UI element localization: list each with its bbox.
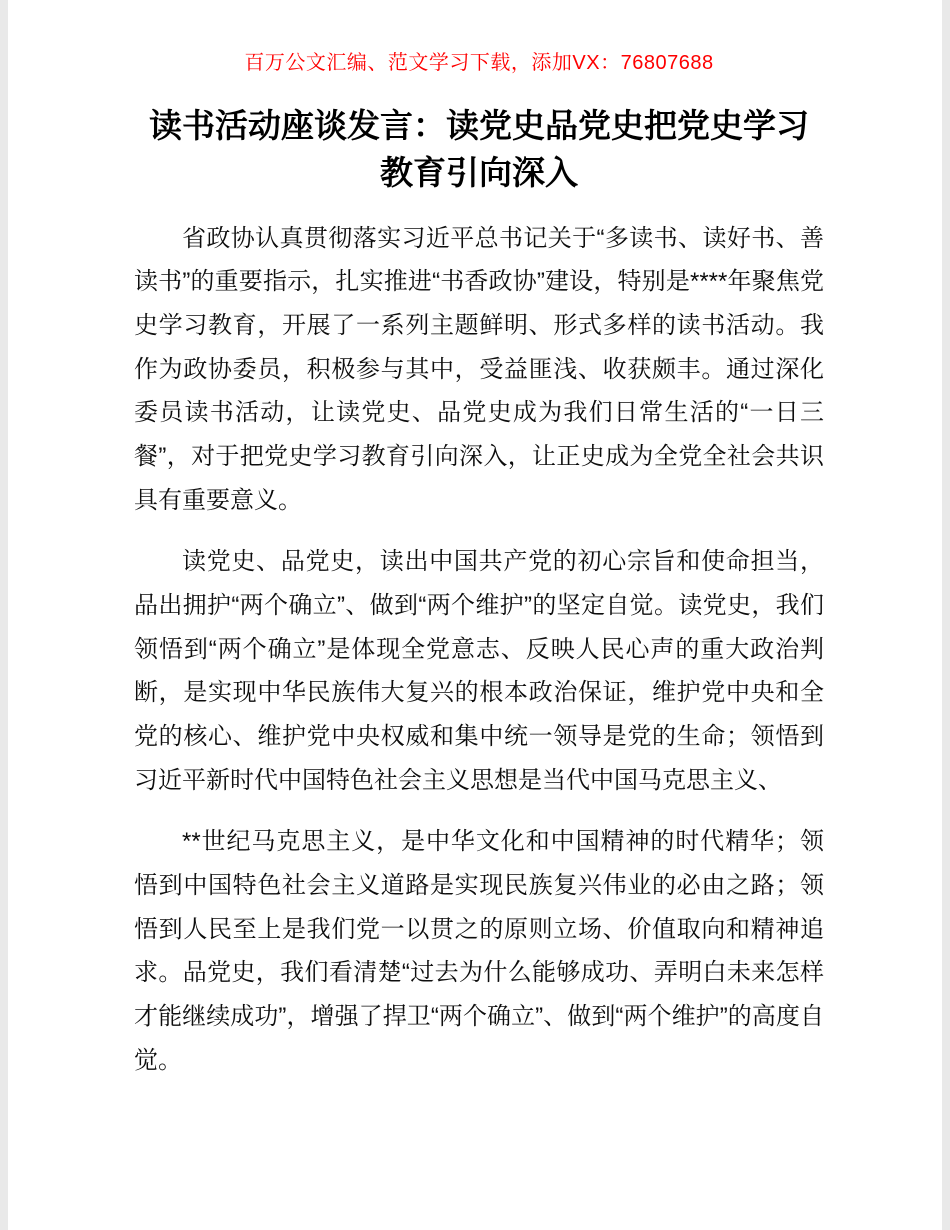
paragraph-2: 读党史、品党史，读出中国共产党的初心宗旨和使命担当，品出拥护“两个确立”、做到“两个维护”的坚定自觉。读党史，我们领悟到“两个确立”是体现全党意志、反映人民心声的重大政治判断，是实现中华民族伟大复兴的根本政治保证，维护党中央和全党的核心、维护党中央权威和集中统一领导是党的生命；领悟到习近平新时代中国特色社会主义思想是当代中国马克思主义、 (134, 548, 824, 794)
paragraph-3: **世纪马克思主义，是中华文化和中国精神的时代精华；领悟到中国特色社会主义道路是实现民族复兴伟业的必由之路；领悟到人民至上是我们党一以贯之的原则立场、价值取向和精神追求。品党史，我们看清楚“过去为什么能够成功、弄明白未来怎样才能继续成功”，增强了捍卫“两个确立”、做到“两个维护”的高度自觉。 (134, 828, 824, 1074)
paragraph-1: 省政协认真贯彻落实习近平总书记关于“多读书、读好书、善读书”的重要指示，扎实推进“书香政协”建设，特别是****年聚焦党史学习教育，开展了一系列主题鲜明、形式多样的读书活动。我作为政协委员，积极参与其中，受益匪浅、收获颇丰。通过深化委员读书活动，让读党史、品党史成为我们日常生活的“一日三餐”，对于把党史学习教育引向深入，让正史成为全党全社会共识具有重要意义。 (134, 224, 824, 514)
document-page (8, 0, 942, 1230)
header-promo-notice: 百万公文汇编、范文学习下载，添加VX：76807688 (244, 52, 714, 74)
document-title: 读书活动座谈发言：读党史品党史把党史学习教育引向深入 (149, 107, 809, 191)
